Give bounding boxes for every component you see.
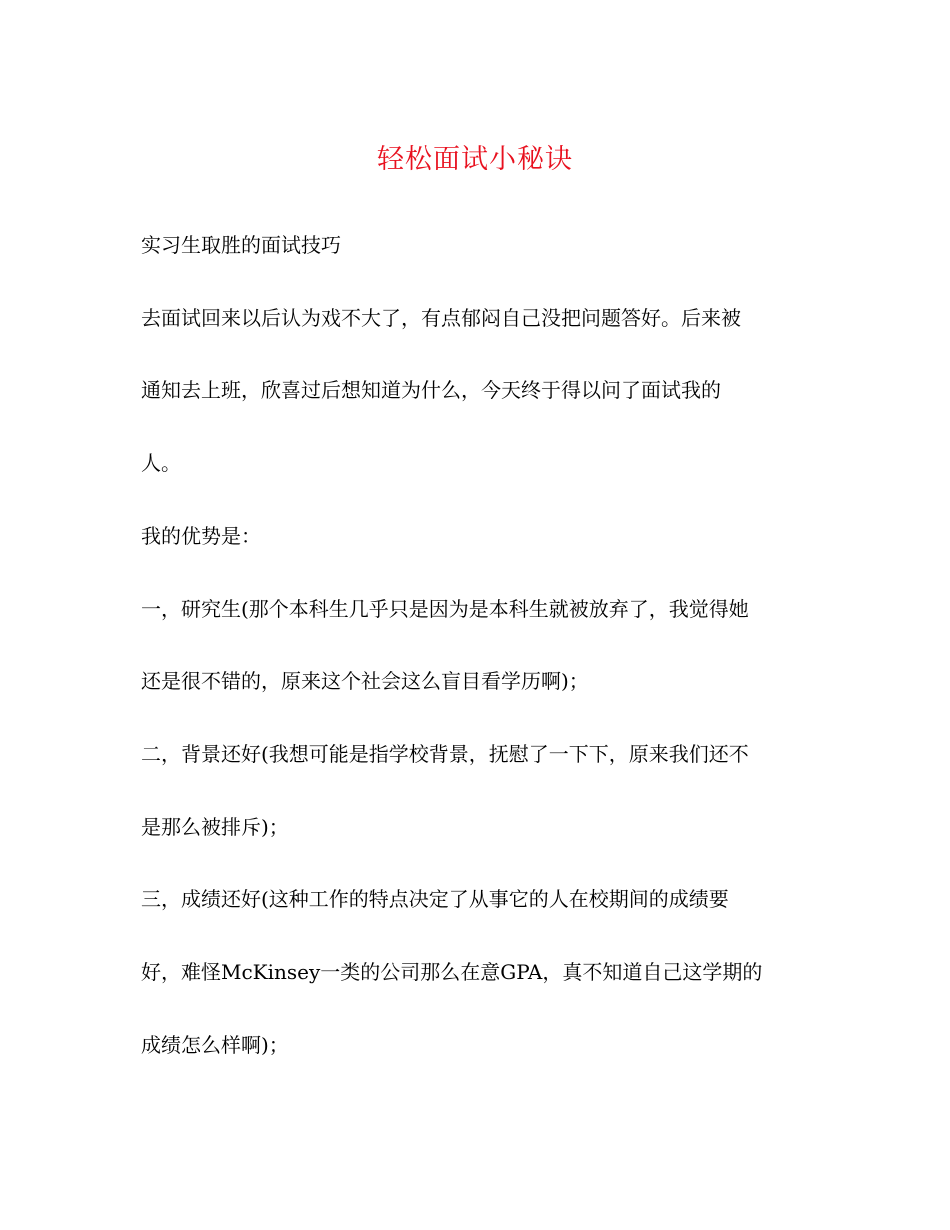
- document-title: 轻松面试小秘诀: [377, 144, 573, 175]
- paragraph-line: 去面试回来以后认为戏不大了，有点郁闷自己没把问题答好。后来被: [141, 306, 741, 330]
- subtitle-line: 实习生取胜的面试技巧: [141, 233, 341, 257]
- paragraph-line: 一，研究生(那个本科生几乎只是因为是本科生就被放弃了，我觉得她: [141, 597, 749, 621]
- paragraph-line: 好，难怪McKinsey一类的公司那么在意GPA，真不知道自己这学期的: [141, 960, 763, 984]
- paragraph-line: 通知去上班，欣喜过后想知道为什么，今天终于得以问了面试我的: [141, 378, 721, 402]
- paragraph-line: 我的优势是：: [141, 524, 261, 548]
- paragraph-line: 三，成绩还好(这种工作的特点决定了从事它的人在校期间的成绩要: [141, 887, 729, 911]
- paragraph-line: 成绩怎么样啊)；: [141, 1033, 289, 1057]
- paragraph-line: 人。: [141, 451, 181, 475]
- paragraph-line: 还是很不错的，原来这个社会这么盲目看学历啊)；: [141, 669, 589, 693]
- paragraph-line: 是那么被排斥)；: [141, 815, 289, 839]
- paragraph-line: 二，背景还好(我想可能是指学校背景，抚慰了一下下，原来我们还不: [141, 742, 749, 766]
